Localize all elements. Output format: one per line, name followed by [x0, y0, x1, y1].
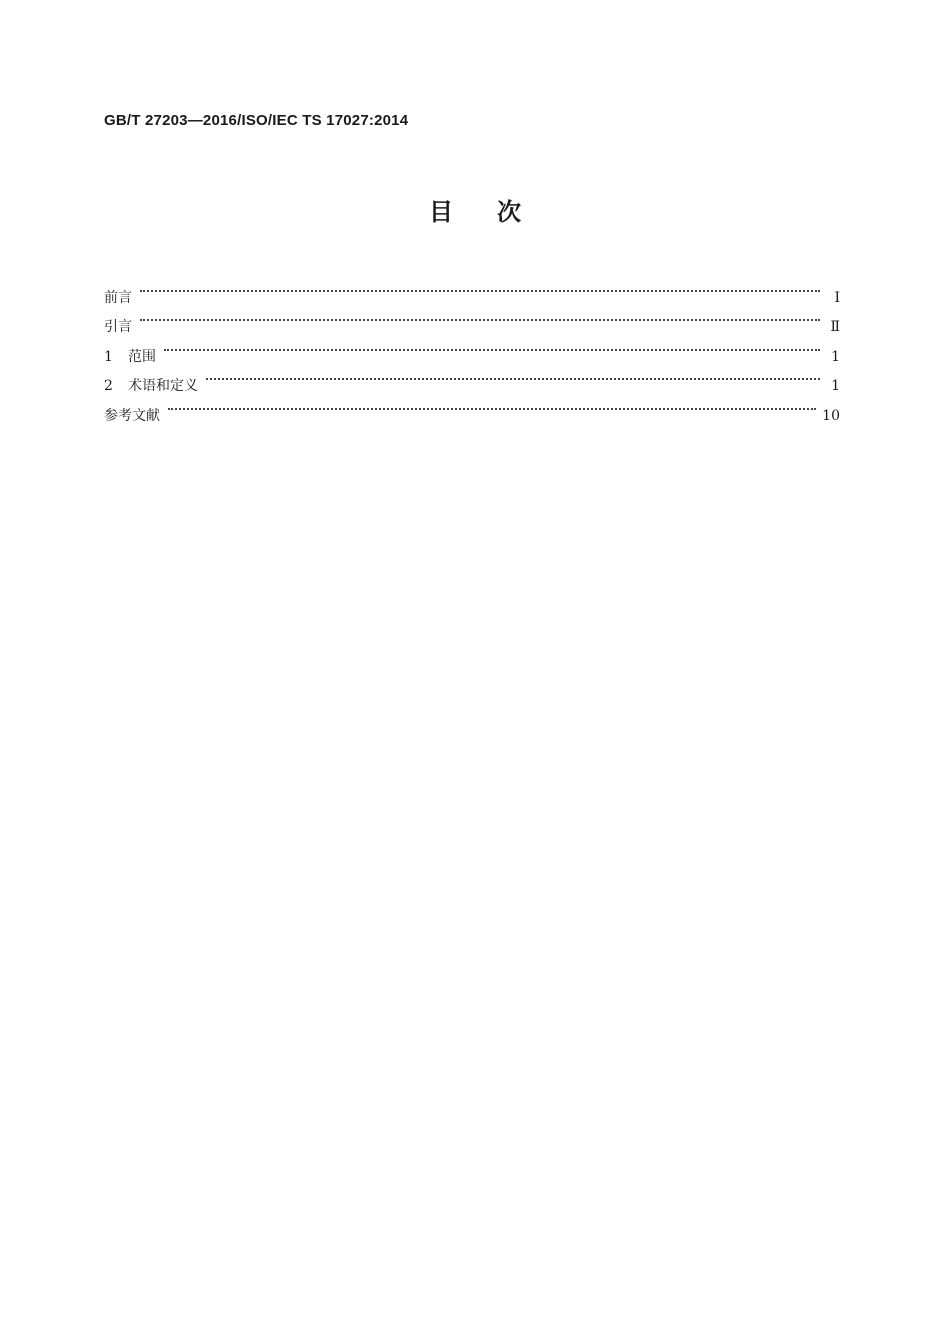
- toc-entry-scope[interactable]: [104, 331, 840, 365]
- toc-entry-number: 1: [104, 348, 113, 365]
- toc-entry-label: 术语和定义: [128, 378, 198, 394]
- toc-title-char-2: 次: [497, 198, 521, 226]
- document-code: GB/T 27203—2016/ISO/IEC TS 17027:2014: [104, 112, 409, 129]
- dot-leader: [140, 302, 820, 332]
- toc-entry-label: 参考文献: [104, 407, 160, 424]
- toc-entry-label: 范围: [128, 348, 156, 365]
- dot-leader: [168, 390, 816, 420]
- dot-leader: [164, 331, 820, 361]
- toc-entry-page: 10: [822, 407, 840, 424]
- toc-entry-bibliography[interactable]: [104, 390, 840, 424]
- toc-entry-label: 引言: [104, 319, 132, 335]
- toc-entry-foreword[interactable]: [104, 272, 840, 306]
- toc-entry-page: 1: [831, 348, 840, 365]
- table-of-contents: [104, 272, 840, 424]
- toc-entry-page: Ⅱ: [830, 319, 840, 335]
- dot-leader: [140, 272, 820, 302]
- toc-entry-page: Ⅰ: [834, 289, 840, 306]
- toc-entry-introduction[interactable]: [104, 302, 840, 335]
- toc-entry-number: 2: [104, 378, 113, 394]
- dot-leader: [206, 361, 820, 391]
- toc-title-char-1: 目: [429, 198, 453, 226]
- toc-entry-terms-definitions[interactable]: [104, 361, 840, 394]
- toc-title: [0, 192, 950, 227]
- toc-entry-label: 前言: [104, 289, 132, 306]
- toc-entry-page: 1: [831, 378, 840, 394]
